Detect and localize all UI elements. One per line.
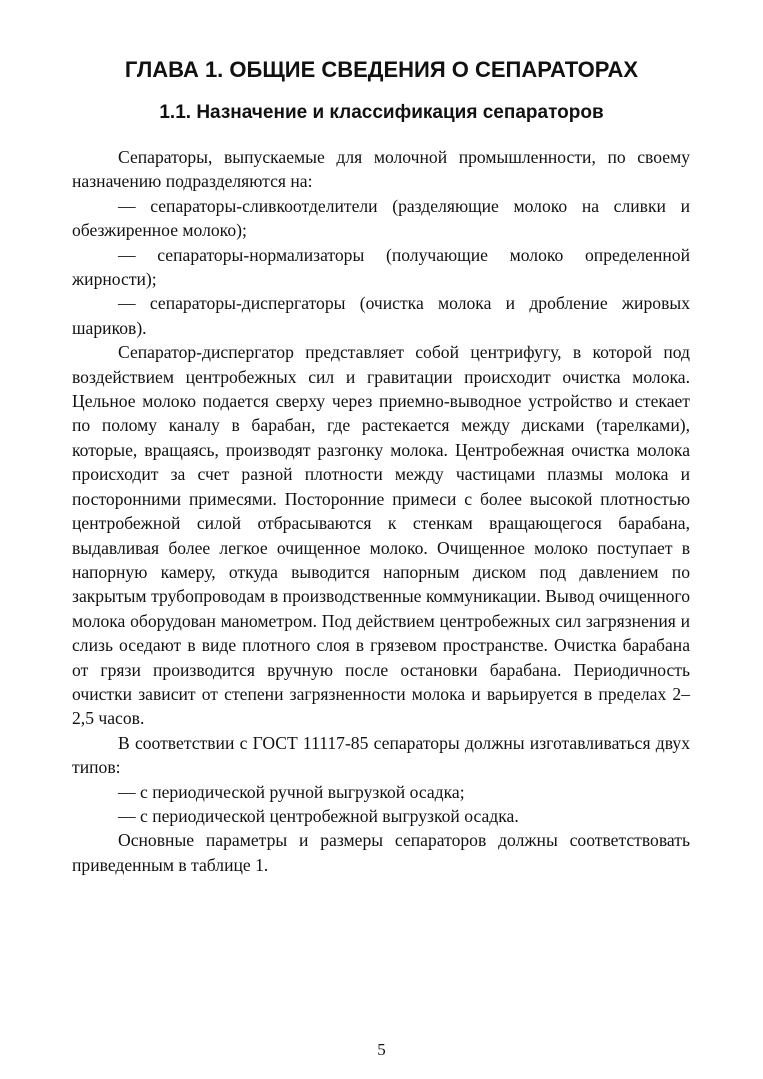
paragraph-disperser-description: Сепаратор-диспергатор представляет собой центрифугу, в которой под воздействием центробежных сил и гравитации происходит очистка молока. Цельное молоко подается сверху через приемно-выводное устройство и стекает по полому каналу в барабан, где растекается между дисками (тарелками), которые, вращаясь, производят разгонку молока. Центробежная очистка молока происходит за счет разной плотности между частицами плазмы молока и посторонними примесями. Посторонние примеси с более высокой плотностью центробежной силой отбрасываются к стенкам вращающегося барабана, выдавливая более легкое очищенное молоко. Очищенное молоко поступает в напорную камеру, откуда выводится напорным диском под давлением по закрытым трубопроводам в производственные коммуникации. Вывод очищенного молока оборудован манометром. Под действием центробежных сил загрязнения и слизь оседают в виде плотного слоя в грязевом пространстве. Очистка барабана от грязи производится вручную после остановки барабана. Периодичность очистки зависит от степени загрязненности молока и варьируется в пределах 2–2,5 часов. [72,342,690,729]
list-item-centrifugal-unloading: — с периодической центробежной выгрузкой осадка. [118,805,519,826]
list-item-separator-dispersers: — сепараторы-диспергаторы (очистка молока и дробление жировых шариков). [72,293,690,338]
paragraph-table-reference: Основные параметры и размеры сепараторов должны соответствовать приведенным в таблице 1. [72,830,690,875]
body-text [72,145,690,877]
page-number: 5 [377,1040,386,1059]
section-title: 1.1. Назначение и классификация сепараторов [159,102,604,123]
list-item-separator-creamers: — сепараторы-сливкоотделители (разделяющие молоко на сливки и обезжиренное молоко); [72,195,690,241]
chapter-title: ГЛАВА 1. ОБЩИЕ СВЕДЕНИЯ О СЕПАРАТОРАХ [124,57,639,82]
paragraph-gost-types: В соответствии с ГОСТ 11117-85 сепараторы должны изготавливаться двух типов: [72,732,690,778]
list-item-separator-normalizers: — сепараторы-нормализаторы (получающие молоко определенной жирности); [72,244,690,290]
list-item-manual-unloading: — с периодической ручной выгрузкой осадка; [118,781,465,802]
paragraph-intro: Сепараторы, выпускаемые для молочной промышленности, по своему назначению подразделяются на: [72,147,690,192]
